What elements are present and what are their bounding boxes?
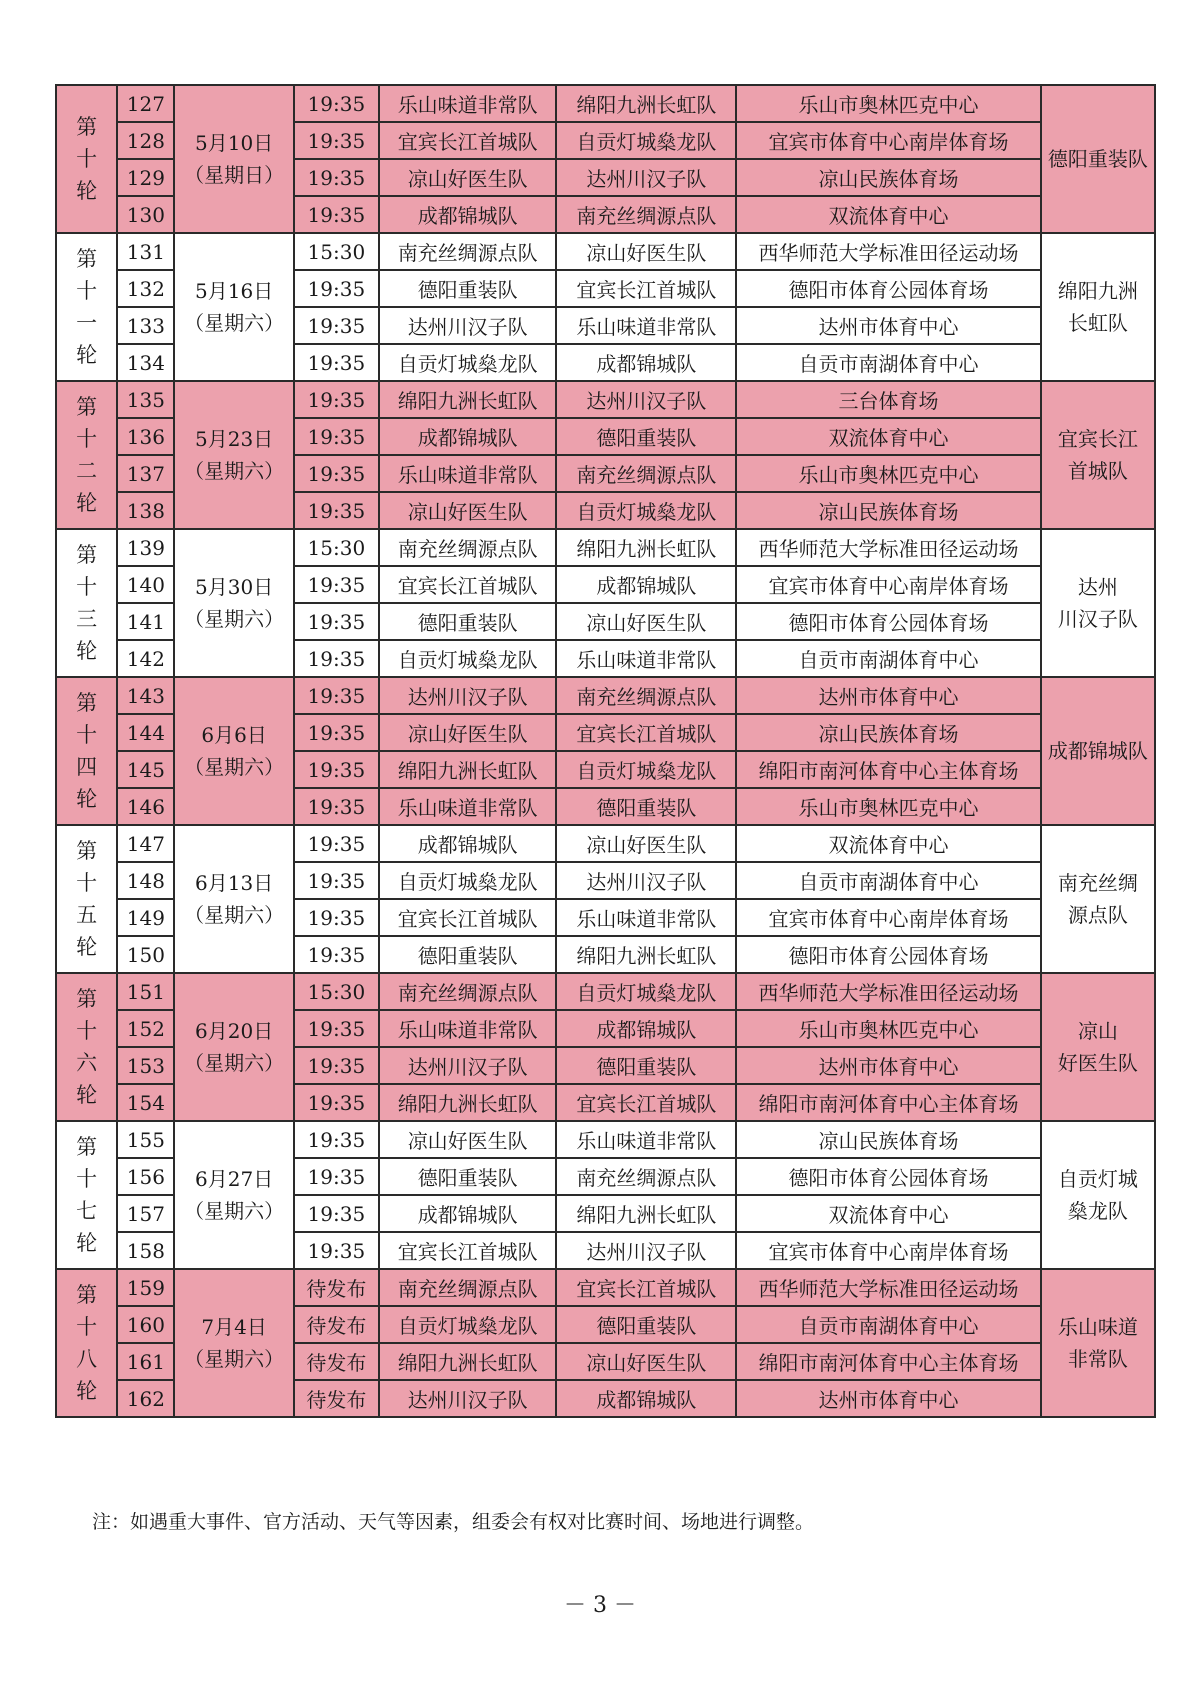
away-team: 自贡灯城燊龙队 [556,751,736,788]
footnote: 注：如遇重大事件、官方活动、天气等因素，组委会有权对比赛时间、场地进行调整。 [92,1511,815,1533]
weekday-text: （星期日） [184,163,285,187]
venue: 宜宾市体育中心南岸体育场 [736,1232,1041,1269]
venue: 双流体育中心 [736,1195,1041,1232]
away-team: 自贡灯城燊龙队 [556,973,736,1010]
match-number: 127 [117,85,174,122]
kickoff-time: 19:35 [294,1084,379,1121]
venue: 自贡市南湖体育中心 [736,640,1041,677]
match-row [56,825,1155,862]
home-team: 成都锦城队 [379,825,557,862]
weekday-text: （星期六） [184,1347,285,1371]
round-char: 十 [76,1019,98,1043]
kickoff-time: 19:35 [294,418,379,455]
round-date [174,85,293,233]
match-number: 128 [117,122,174,159]
match-number: 137 [117,455,174,492]
away-team: 德阳重装队 [556,1306,736,1343]
host-team-line: 自贡灯城 [1057,1167,1138,1191]
date-text: 5月10日 [195,131,274,155]
venue: 乐山市奥林匹克中心 [736,85,1041,122]
round-char: 八 [76,1347,98,1371]
round-char: 第 [76,1283,98,1307]
round-label [56,85,117,233]
away-team: 凉山好医生队 [556,233,736,270]
round-host-team [1041,1269,1155,1417]
host-team-line: 源点队 [1067,903,1128,927]
match-number: 160 [117,1306,174,1343]
away-team: 南充丝绸源点队 [556,455,736,492]
away-team: 德阳重装队 [556,1047,736,1084]
round-char: 二 [76,459,98,483]
round-char: 五 [76,903,98,927]
kickoff-time: 19:35 [294,566,379,603]
match-number: 153 [117,1047,174,1084]
match-number: 144 [117,714,174,751]
round-label [56,381,117,529]
kickoff-time: 待发布 [294,1269,379,1306]
away-team: 绵阳九洲长虹队 [556,1195,736,1232]
kickoff-time: 19:35 [294,1232,379,1269]
kickoff-time: 19:35 [294,1158,379,1195]
match-row [56,1121,1155,1158]
match-number: 135 [117,381,174,418]
round-host-team [1041,529,1155,677]
home-team: 绵阳九洲长虹队 [379,1343,557,1380]
weekday-text: （星期六） [184,1199,285,1223]
match-number: 161 [117,1343,174,1380]
round-char: 轮 [76,491,98,515]
round-label [56,233,117,381]
kickoff-time: 待发布 [294,1380,379,1417]
venue: 德阳市体育公园体育场 [736,1158,1041,1195]
match-number: 158 [117,1232,174,1269]
match-number: 146 [117,788,174,825]
round-char: 十 [76,871,98,895]
host-team-line: 达州 [1077,575,1118,599]
round-host-team [1041,233,1155,381]
venue: 双流体育中心 [736,825,1041,862]
round-date [174,381,293,529]
match-row [56,529,1155,566]
away-team: 绵阳九洲长虹队 [556,529,736,566]
home-team: 德阳重装队 [379,270,557,307]
away-team: 宜宾长江首城队 [556,1269,736,1306]
host-team-line: 南充丝绸 [1057,871,1138,895]
kickoff-time: 19:35 [294,196,379,233]
kickoff-time: 19:35 [294,862,379,899]
date-text: 6月6日 [201,723,267,747]
home-team: 乐山味道非常队 [379,85,557,122]
host-team-line: 燊龙队 [1067,1199,1128,1223]
away-team: 乐山味道非常队 [556,1121,736,1158]
away-team: 绵阳九洲长虹队 [556,936,736,973]
home-team: 德阳重装队 [379,936,557,973]
kickoff-time: 19:35 [294,936,379,973]
venue: 宜宾市体育中心南岸体育场 [736,899,1041,936]
date-text: 7月4日 [201,1315,267,1339]
round-label [56,1269,117,1417]
weekday-text: （星期六） [184,607,285,631]
round-char: 第 [76,247,98,271]
kickoff-time: 19:35 [294,344,379,381]
kickoff-time: 15:30 [294,973,379,1010]
round-char: 轮 [76,1379,98,1403]
home-team: 自贡灯城燊龙队 [379,862,557,899]
home-team: 南充丝绸源点队 [379,973,557,1010]
round-char: 四 [76,755,98,779]
kickoff-time: 19:35 [294,788,379,825]
round-char: 十 [76,1315,98,1339]
away-team: 达州川汉子队 [556,381,736,418]
match-number: 156 [117,1158,174,1195]
date-text: 6月20日 [195,1019,274,1043]
home-team: 凉山好医生队 [379,159,557,196]
away-team: 凉山好医生队 [556,825,736,862]
home-team: 绵阳九洲长虹队 [379,381,557,418]
away-team: 乐山味道非常队 [556,899,736,936]
match-number: 132 [117,270,174,307]
round-date [174,1121,293,1269]
round-host-team [1041,825,1155,973]
page-number: － 3 － [564,1593,636,1618]
round-char: 第 [76,543,98,567]
date-text: 6月13日 [195,871,274,895]
away-team: 成都锦城队 [556,344,736,381]
match-number: 141 [117,603,174,640]
venue: 乐山市奥林匹克中心 [736,455,1041,492]
round-date [174,825,293,973]
round-char: 轮 [76,343,98,367]
away-team: 乐山味道非常队 [556,307,736,344]
match-row [56,1269,1155,1306]
home-team: 达州川汉子队 [379,677,557,714]
round-host-team [1041,1121,1155,1269]
match-number: 131 [117,233,174,270]
match-number: 143 [117,677,174,714]
venue: 德阳市体育公园体育场 [736,270,1041,307]
schedule-table [55,84,1156,1418]
weekday-text: （星期六） [184,459,285,483]
venue: 凉山民族体育场 [736,159,1041,196]
round-date [174,529,293,677]
venue: 自贡市南湖体育中心 [736,1306,1041,1343]
round-char: 轮 [76,1231,98,1255]
kickoff-time: 19:35 [294,603,379,640]
round-char: 第 [76,115,98,139]
venue: 宜宾市体育中心南岸体育场 [736,566,1041,603]
away-team: 达州川汉子队 [556,862,736,899]
home-team: 乐山味道非常队 [379,1010,557,1047]
venue: 凉山民族体育场 [736,714,1041,751]
match-number: 138 [117,492,174,529]
kickoff-time: 待发布 [294,1306,379,1343]
match-number: 130 [117,196,174,233]
match-number: 159 [117,1269,174,1306]
venue: 西华师范大学标准田径运动场 [736,233,1041,270]
host-team-line: 乐山味道 [1057,1315,1138,1339]
home-team: 达州川汉子队 [379,1380,557,1417]
away-team: 达州川汉子队 [556,159,736,196]
host-team-line: 成都锦城队 [1047,739,1148,763]
host-team-line: 凉山 [1077,1019,1118,1043]
home-team: 乐山味道非常队 [379,455,557,492]
round-char: 一 [76,311,98,335]
venue: 凉山民族体育场 [736,492,1041,529]
venue: 三台体育场 [736,381,1041,418]
home-team: 凉山好医生队 [379,492,557,529]
match-number: 129 [117,159,174,196]
match-number: 148 [117,862,174,899]
home-team: 绵阳九洲长虹队 [379,751,557,788]
home-team: 自贡灯城燊龙队 [379,1306,557,1343]
away-team: 宜宾长江首城队 [556,1084,736,1121]
home-team: 成都锦城队 [379,196,557,233]
round-host-team [1041,381,1155,529]
weekday-text: （星期六） [184,755,285,779]
away-team: 成都锦城队 [556,566,736,603]
match-number: 147 [117,825,174,862]
match-number: 139 [117,529,174,566]
round-char: 第 [76,1135,98,1159]
match-number: 157 [117,1195,174,1232]
date-text: 5月30日 [195,575,274,599]
venue: 西华师范大学标准田径运动场 [736,529,1041,566]
kickoff-time: 19:35 [294,1195,379,1232]
away-team: 成都锦城队 [556,1010,736,1047]
home-team: 宜宾长江首城队 [379,122,557,159]
round-char: 六 [76,1051,98,1075]
home-team: 南充丝绸源点队 [379,529,557,566]
round-host-team [1041,85,1155,233]
home-team: 南充丝绸源点队 [379,233,557,270]
venue: 西华师范大学标准田径运动场 [736,1269,1041,1306]
home-team: 德阳重装队 [379,1158,557,1195]
venue: 西华师范大学标准田径运动场 [736,973,1041,1010]
home-team: 宜宾长江首城队 [379,1232,557,1269]
away-team: 凉山好医生队 [556,603,736,640]
match-number: 142 [117,640,174,677]
venue: 达州市体育中心 [736,1380,1041,1417]
match-row [56,677,1155,714]
kickoff-time: 19:35 [294,492,379,529]
kickoff-time: 19:35 [294,159,379,196]
match-row [56,85,1155,122]
home-team: 成都锦城队 [379,418,557,455]
away-team: 绵阳九洲长虹队 [556,85,736,122]
date-text: 6月27日 [195,1167,274,1191]
match-row [56,381,1155,418]
match-number: 140 [117,566,174,603]
away-team: 乐山味道非常队 [556,640,736,677]
round-char: 轮 [76,1083,98,1107]
host-team-line: 川汉子队 [1057,607,1138,631]
kickoff-time: 19:35 [294,455,379,492]
venue: 宜宾市体育中心南岸体育场 [736,122,1041,159]
venue: 达州市体育中心 [736,1047,1041,1084]
kickoff-time: 待发布 [294,1343,379,1380]
round-host-team [1041,973,1155,1121]
round-char: 第 [76,987,98,1011]
kickoff-time: 19:35 [294,307,379,344]
round-label [56,1121,117,1269]
match-number: 151 [117,973,174,1010]
date-text: 5月23日 [195,427,274,451]
home-team: 自贡灯城燊龙队 [379,344,557,381]
round-char: 十 [76,147,98,171]
kickoff-time: 19:35 [294,270,379,307]
round-label [56,677,117,825]
kickoff-time: 15:30 [294,233,379,270]
match-number: 162 [117,1380,174,1417]
kickoff-time: 19:35 [294,825,379,862]
round-date [174,677,293,825]
venue: 绵阳市南河体育中心主体育场 [736,751,1041,788]
home-team: 成都锦城队 [379,1195,557,1232]
round-host-team [1041,677,1155,825]
home-team: 德阳重装队 [379,603,557,640]
round-char: 三 [76,607,98,631]
host-team-line: 好医生队 [1057,1051,1138,1075]
match-number: 149 [117,899,174,936]
round-char: 十 [76,1167,98,1191]
venue: 乐山市奥林匹克中心 [736,1010,1041,1047]
date-text: 5月16日 [195,279,274,303]
host-team-line: 非常队 [1067,1347,1128,1371]
away-team: 南充丝绸源点队 [556,677,736,714]
venue: 达州市体育中心 [736,307,1041,344]
home-team: 凉山好医生队 [379,714,557,751]
home-team: 宜宾长江首城队 [379,566,557,603]
round-char: 七 [76,1199,98,1223]
match-number: 145 [117,751,174,788]
away-team: 宜宾长江首城队 [556,714,736,751]
venue: 双流体育中心 [736,196,1041,233]
away-team: 德阳重装队 [556,418,736,455]
kickoff-time: 19:35 [294,1047,379,1084]
home-team: 宜宾长江首城队 [379,899,557,936]
home-team: 达州川汉子队 [379,1047,557,1084]
venue: 乐山市奥林匹克中心 [736,788,1041,825]
kickoff-time: 15:30 [294,529,379,566]
venue: 德阳市体育公园体育场 [736,603,1041,640]
venue: 达州市体育中心 [736,677,1041,714]
away-team: 凉山好医生队 [556,1343,736,1380]
venue: 绵阳市南河体育中心主体育场 [736,1343,1041,1380]
home-team: 凉山好医生队 [379,1121,557,1158]
kickoff-time: 19:35 [294,122,379,159]
match-row [56,233,1155,270]
home-team: 乐山味道非常队 [379,788,557,825]
match-number: 155 [117,1121,174,1158]
venue: 德阳市体育公园体育场 [736,936,1041,973]
match-number: 136 [117,418,174,455]
round-char: 十 [76,279,98,303]
home-team: 绵阳九洲长虹队 [379,1084,557,1121]
host-team-line: 长虹队 [1067,311,1128,335]
round-char: 十 [76,427,98,451]
kickoff-time: 19:35 [294,640,379,677]
match-number: 150 [117,936,174,973]
match-number: 133 [117,307,174,344]
round-date [174,233,293,381]
home-team: 达州川汉子队 [379,307,557,344]
match-number: 152 [117,1010,174,1047]
host-team-line: 宜宾长江 [1057,427,1138,451]
away-team: 自贡灯城燊龙队 [556,122,736,159]
match-number: 154 [117,1084,174,1121]
round-char: 轮 [76,639,98,663]
schedule-body [56,85,1155,1417]
kickoff-time: 19:35 [294,381,379,418]
host-team-line: 德阳重装队 [1047,147,1148,171]
round-char: 轮 [76,179,98,203]
round-label [56,973,117,1121]
round-date [174,1269,293,1417]
round-char: 第 [76,839,98,863]
weekday-text: （星期六） [184,311,285,335]
kickoff-time: 19:35 [294,899,379,936]
round-char: 十 [76,723,98,747]
host-team-line: 绵阳九洲 [1057,279,1138,303]
venue: 绵阳市南河体育中心主体育场 [736,1084,1041,1121]
away-team: 宜宾长江首城队 [556,270,736,307]
kickoff-time: 19:35 [294,1121,379,1158]
round-label [56,825,117,973]
round-char: 十 [76,575,98,599]
away-team: 自贡灯城燊龙队 [556,492,736,529]
round-char: 轮 [76,935,98,959]
away-team: 成都锦城队 [556,1380,736,1417]
away-team: 德阳重装队 [556,788,736,825]
kickoff-time: 19:35 [294,85,379,122]
venue: 双流体育中心 [736,418,1041,455]
match-number: 134 [117,344,174,381]
host-team-line: 首城队 [1067,459,1128,483]
home-team: 南充丝绸源点队 [379,1269,557,1306]
round-char: 轮 [76,787,98,811]
kickoff-time: 19:35 [294,677,379,714]
venue: 自贡市南湖体育中心 [736,862,1041,899]
round-char: 第 [76,691,98,715]
round-char: 第 [76,395,98,419]
venue: 凉山民族体育场 [736,1121,1041,1158]
kickoff-time: 19:35 [294,1010,379,1047]
away-team: 南充丝绸源点队 [556,1158,736,1195]
venue: 自贡市南湖体育中心 [736,344,1041,381]
match-row [56,973,1155,1010]
weekday-text: （星期六） [184,903,285,927]
weekday-text: （星期六） [184,1051,285,1075]
kickoff-time: 19:35 [294,751,379,788]
kickoff-time: 19:35 [294,714,379,751]
away-team: 达州川汉子队 [556,1232,736,1269]
round-label [56,529,117,677]
round-date [174,973,293,1121]
away-team: 南充丝绸源点队 [556,196,736,233]
home-team: 自贡灯城燊龙队 [379,640,557,677]
